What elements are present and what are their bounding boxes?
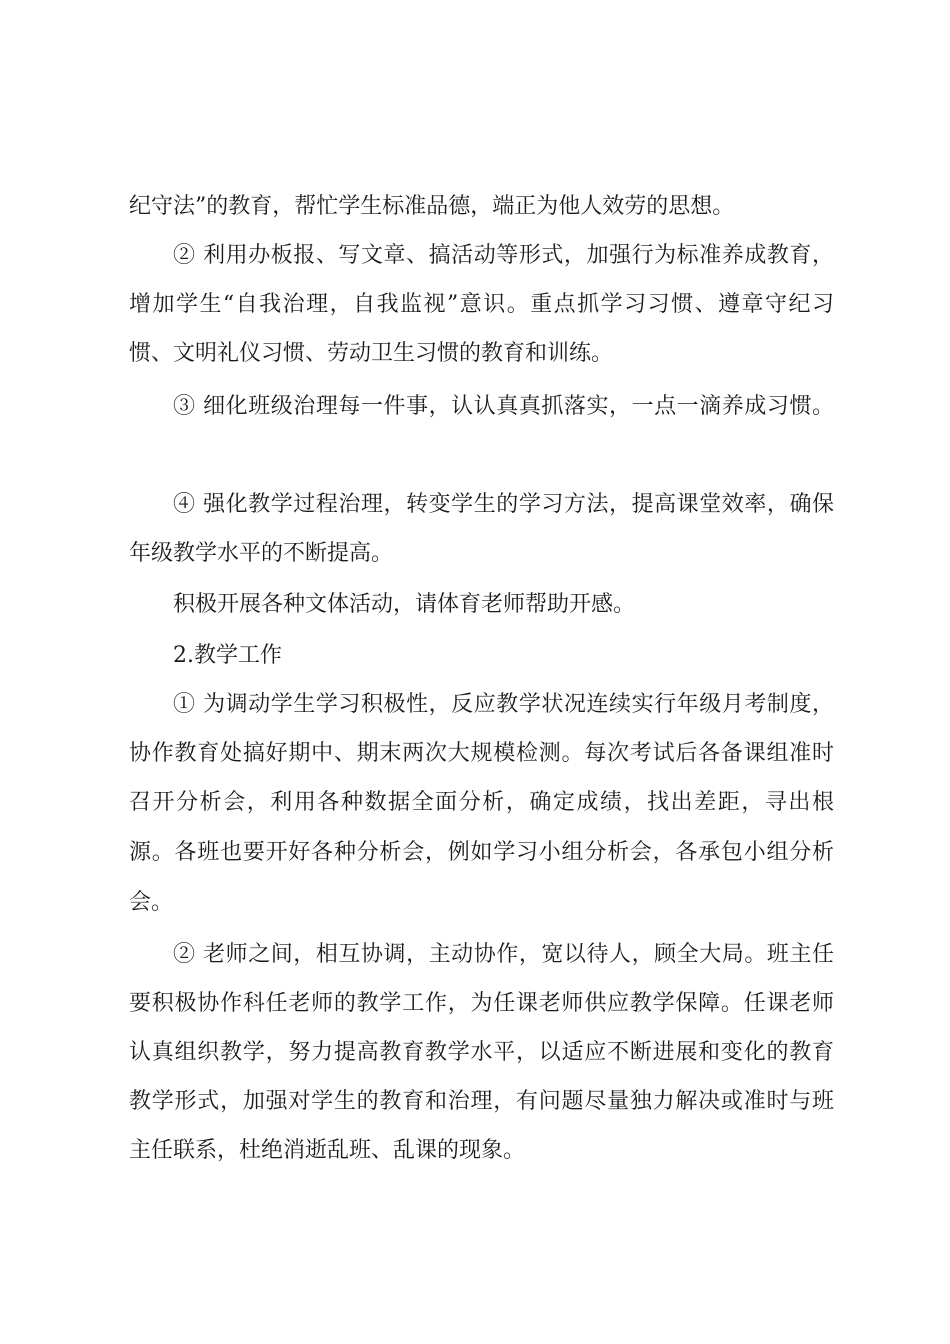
- text-line: ① 为调动学生学习积极性，反应教学状况连续实行年级月考制度，: [173, 692, 834, 717]
- text-line: 年级教学水平的不断提高。: [129, 541, 394, 566]
- text-line: 教学形式，加强对学生的教育和治理，有问题尽量独力解决或准时与班: [129, 1089, 834, 1114]
- section-heading: 2.教学工作: [173, 643, 282, 668]
- text-line: 源。各班也要开好各种分析会，例如学习小组分析会，各承包小组分析: [129, 840, 834, 865]
- text-line: 积极开展各种文体活动，请体育老师帮助开感。: [173, 592, 636, 617]
- text-line: 会。: [129, 890, 174, 915]
- text-line: 认真组织教学，努力提高教育教学水平，以适应不断进展和变化的教育: [129, 1040, 834, 1065]
- text-line: ④ 强化教学过程治理，转变学生的学习方法，提高课堂效率，确保: [173, 492, 834, 517]
- text-line: ② 利用办板报、写文章、搞活动等形式，加强行为标准养成教育，: [173, 243, 834, 268]
- text-line: 纪守法”的教育，帮忙学生标准品德，端正为他人效劳的思想。: [129, 194, 735, 219]
- text-line: 召开分析会，利用各种数据全面分析，确定成绩，找出差距，寻出根: [129, 790, 834, 815]
- text-line: 协作教育处搞好期中、期末两次大规模检测。每次考试后各备课组准时: [129, 741, 834, 766]
- text-line: 增加学生“自我治理，自我监视”意识。重点抓学习习惯、遵章守纪习: [129, 292, 834, 317]
- text-line: 主任联系，杜绝消逝乱班、乱课的现象。: [129, 1138, 526, 1163]
- text-line: ② 老师之间，相互协调，主动协作，宽以待人，顾全大局。班主任: [173, 942, 834, 967]
- text-line: ③ 细化班级治理每一件事，认认真真抓落实，一点一滴养成习惯。: [173, 394, 834, 419]
- text-line: 要积极协作科任老师的教学工作，为任课老师供应教学保障。任课老师: [129, 991, 834, 1016]
- text-line: 惯、文明礼仪习惯、劳动卫生习惯的教育和训练。: [129, 341, 614, 366]
